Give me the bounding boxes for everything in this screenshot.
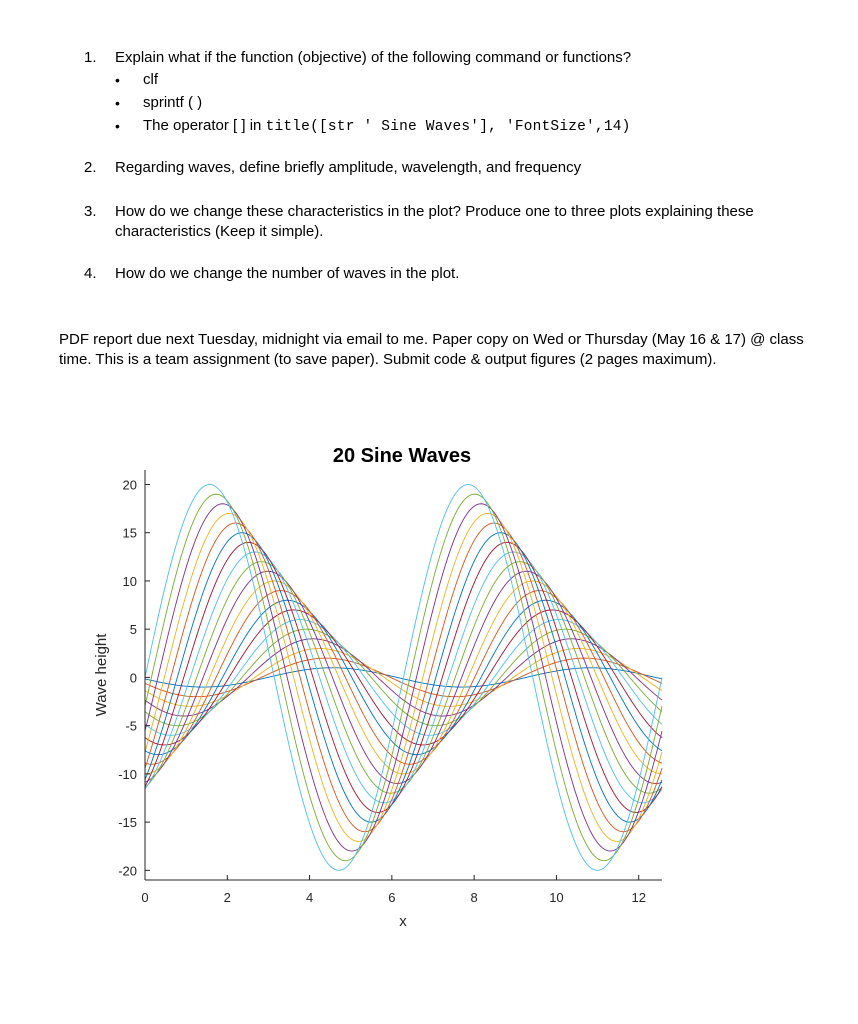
bullet-text: clf: [143, 71, 158, 88]
question-text: How do we change the number of waves in the plot.: [115, 265, 460, 282]
y-tick-label: -10: [118, 766, 137, 782]
x-axis-label: x: [399, 913, 407, 930]
question-number: 4.: [84, 265, 97, 282]
bullet-text: sprintf ( ): [143, 94, 203, 111]
question-number: 2.: [84, 159, 97, 176]
x-tick-label: 6: [388, 890, 396, 905]
chart-title: 20 Sine Waves: [332, 445, 472, 467]
y-axis-label: Wave height: [93, 633, 110, 717]
plot-lines: [145, 485, 662, 871]
code-snippet: title([str ' Sine Waves'], 'FontSize',14): [265, 119, 631, 135]
x-tick-label: 8: [470, 890, 478, 905]
assignment-note: PDF report due next Tuesday, midnight via email to me. Paper copy on Wed or Thursday (May 16 & 17) @ class time. This is a team assignment (to save paper). Submit code & output figures (2 pages maximum).: [59, 331, 804, 368]
question-text: How do we change these characteristics in the plot? Produce one to three plots explaining these characteristics (Keep it simple).: [115, 203, 754, 240]
question-text: Explain what if the function (objective) of the following command or functions?: [115, 49, 632, 66]
y-tick-label: -5: [125, 718, 137, 734]
y-tick-label: -20: [118, 863, 137, 879]
x-tick-label: 2: [223, 890, 231, 905]
y-tick-label: 20: [122, 477, 137, 493]
x-tick-label: 4: [305, 890, 314, 905]
y-tick-label: 15: [122, 525, 137, 541]
question-number: 3.: [84, 203, 97, 220]
bullet-text-prefix: The operator [ ] in: [143, 117, 266, 134]
x-tick-label: 0: [141, 890, 149, 905]
bullet-icon: •: [115, 95, 120, 111]
bullet-icon: •: [115, 118, 120, 134]
y-tick-label: 10: [122, 573, 137, 589]
question-text: Regarding waves, define briefly amplitude, wavelength, and frequency: [115, 159, 582, 176]
y-tick-label: -15: [118, 815, 137, 831]
x-tick-label: 12: [631, 890, 646, 905]
bullet-icon: •: [115, 72, 120, 88]
x-tick-label: 10: [549, 890, 564, 905]
y-tick-label: 0: [129, 670, 137, 686]
question-number: 1.: [84, 49, 97, 66]
y-tick-label: 5: [129, 622, 137, 638]
